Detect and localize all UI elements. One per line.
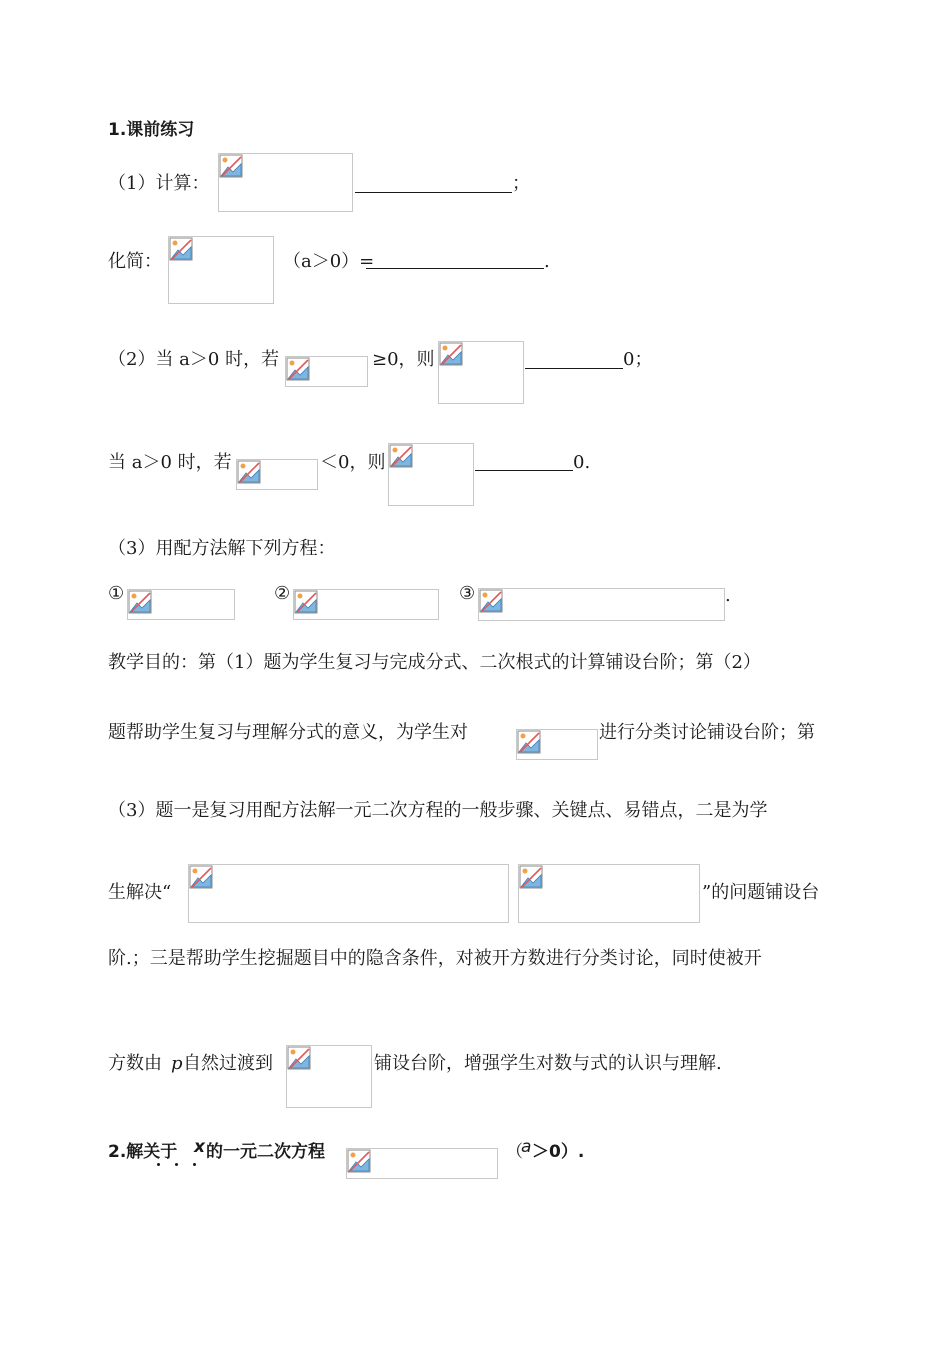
punctuation: . (725, 585, 731, 606)
broken-image-icon (519, 865, 543, 889)
section-2-cond-a: （ (506, 1142, 523, 1162)
purpose-line-4b: ”的问题铺设台 (702, 882, 820, 903)
q2-prefix: （2）当 a＞0 时，若 (108, 349, 280, 370)
purpose-line-6b: 自然过渡到 (183, 1053, 273, 1074)
formula-image (516, 729, 598, 760)
q1b-prefix: 化简： (108, 251, 162, 272)
broken-image-icon (219, 154, 243, 178)
purpose-line-1: 教学目的：第（1）题为学生复习与完成分式、二次根式的计算铺设台阶；第（2） (108, 652, 761, 673)
section-2-cond-b: ＞0）. (532, 1142, 585, 1162)
purpose-line-6a: 方数由 (108, 1053, 162, 1074)
section-1-heading: 1.课前练习 (108, 120, 195, 140)
purpose-line-2a: 题帮助学生复习与理解分式的意义，为学生对 (108, 722, 468, 743)
item-marker-1: ① (108, 583, 125, 604)
broken-image-icon (169, 237, 193, 261)
q1-prefix: （1）计算： (108, 173, 210, 194)
broken-image-icon (287, 1046, 311, 1070)
item-marker-3: ③ (459, 583, 476, 604)
punctuation: ； (512, 173, 530, 194)
formula-image (285, 356, 368, 387)
section-2-heading-a: 2.解关于 (108, 1142, 178, 1162)
q2-mid: ≥0，则 (372, 349, 435, 370)
q2b-end: 0. (573, 452, 591, 473)
formula-image (188, 864, 509, 923)
purpose-line-5: 阶.；三是帮助学生挖掘题目中的隐含条件，对被开方数进行分类讨论，同时使被开 (108, 948, 762, 969)
formula-image (218, 153, 353, 212)
item-marker-2: ② (274, 583, 291, 604)
purpose-line-3: （3）题一是复习用配方法解一元二次方程的一般步骤、关键点、易错点，二是为学 (108, 800, 768, 821)
formula-image (286, 1045, 372, 1108)
q3-prefix: （3）用配方法解下列方程： (108, 538, 336, 559)
formula-image (518, 864, 700, 923)
emphasis-dot (193, 1163, 196, 1166)
variable-x: x (194, 1137, 205, 1157)
broken-image-icon (237, 460, 261, 484)
broken-image-icon (479, 589, 503, 613)
emphasis-dot (157, 1163, 160, 1166)
broken-image-icon (439, 342, 463, 366)
formula-image (478, 588, 725, 621)
variable-p: p (171, 1053, 183, 1074)
q1b-condition: （a＞0）= (283, 251, 375, 272)
variable-a: a (521, 1137, 532, 1157)
purpose-line-4a: 生解决“ (108, 882, 172, 903)
answer-blank (366, 268, 544, 269)
formula-image (236, 459, 318, 490)
broken-image-icon (294, 590, 318, 614)
broken-image-icon (347, 1149, 371, 1173)
answer-blank (355, 192, 512, 193)
q2b-mid: ＜0，则 (320, 452, 386, 473)
formula-image (438, 341, 524, 404)
purpose-line-6c: 铺设台阶，增强学生对数与式的认识与理解. (374, 1053, 722, 1074)
answer-blank (525, 368, 623, 369)
broken-image-icon (189, 865, 213, 889)
broken-image-icon (128, 590, 152, 614)
broken-image-icon (286, 357, 310, 381)
formula-image (388, 443, 474, 506)
q2-end: 0； (623, 349, 653, 370)
purpose-line-2b: 进行分类讨论铺设台阶；第 (599, 722, 815, 743)
answer-blank (475, 470, 573, 471)
q2b-prefix: 当 a＞0 时，若 (108, 452, 232, 473)
formula-image (127, 589, 235, 620)
broken-image-icon (389, 444, 413, 468)
punctuation: . (544, 251, 550, 272)
section-2-heading-b: 的一元二次方程 (206, 1142, 325, 1162)
formula-image (346, 1148, 498, 1179)
broken-image-icon (517, 730, 541, 754)
formula-image (293, 589, 439, 620)
emphasis-dot (175, 1163, 178, 1166)
formula-image (168, 236, 274, 304)
